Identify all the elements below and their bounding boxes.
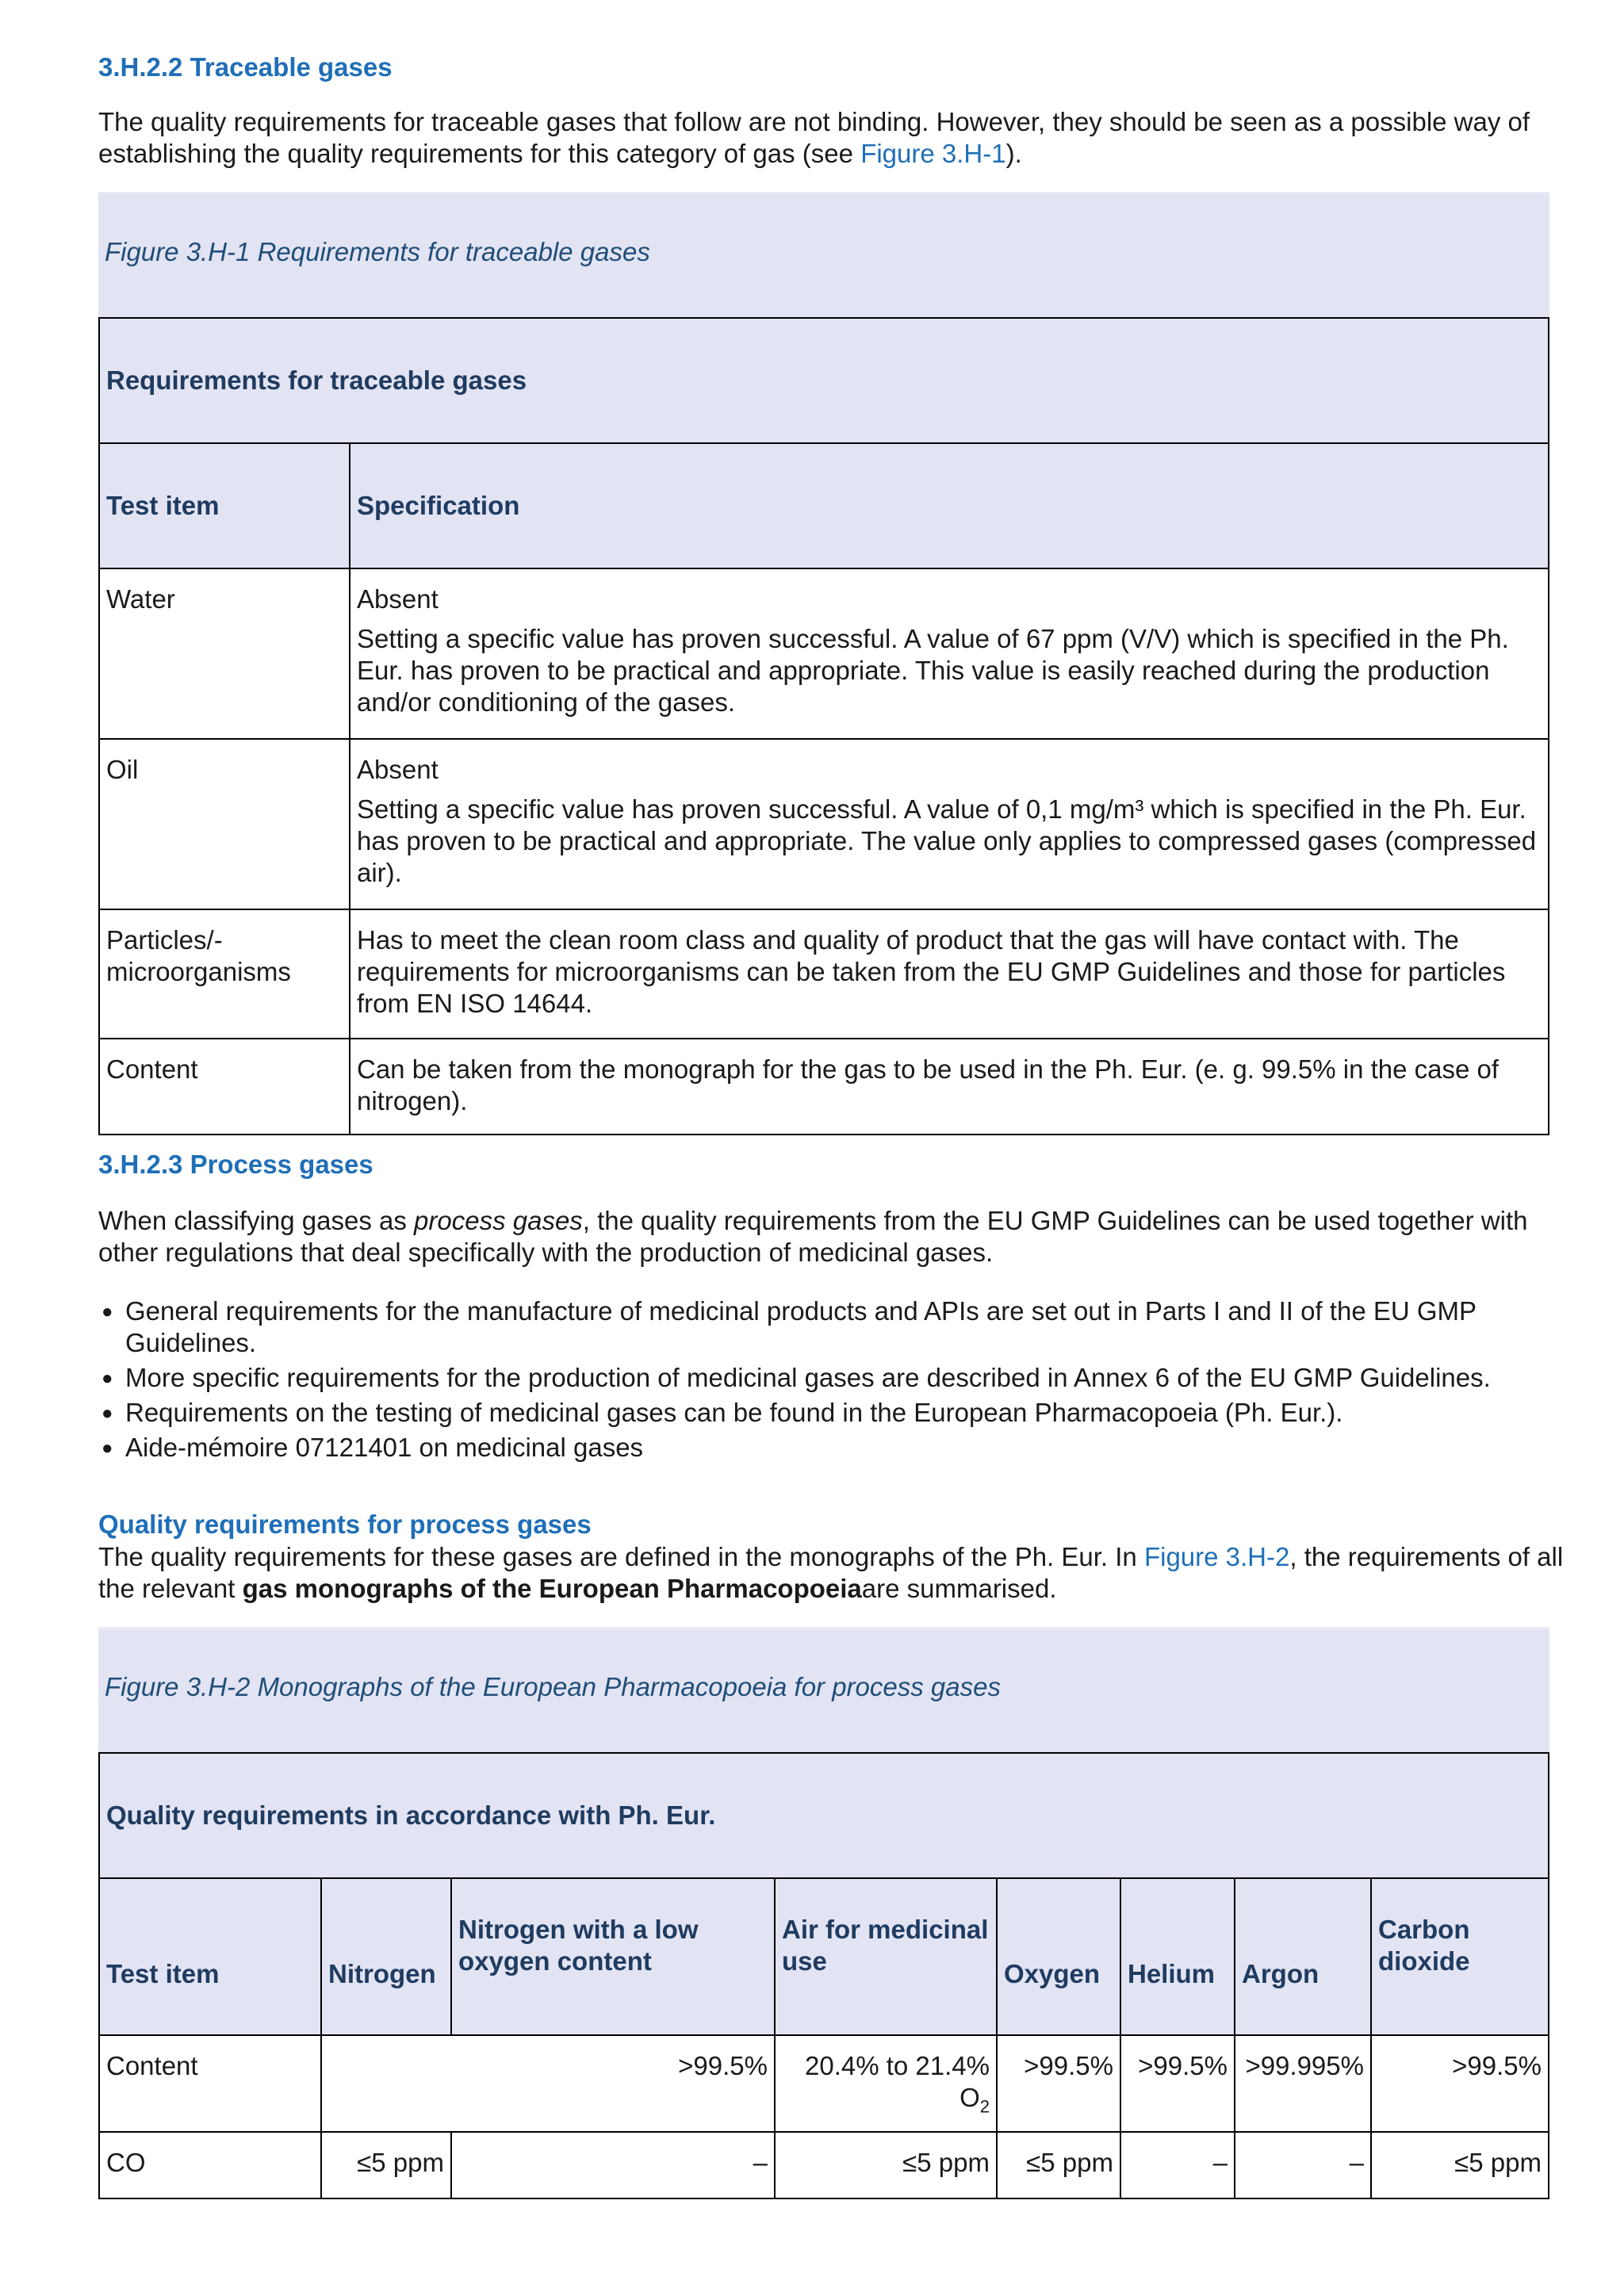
- table-row-content: [99, 1039, 1549, 1135]
- list-item: ● General requirements for the manufacture of medicinal products and APIs are set out in Parts I and II of the EU GMP Guidelines.: [98, 1295, 1565, 1359]
- traceable-intro: [98, 106, 1565, 170]
- table-row-co: [99, 2132, 1549, 2198]
- cell-air: ≤5 ppm: [775, 2132, 997, 2198]
- traceable-intro-end: ).: [1005, 139, 1022, 168]
- process-bullet-list: [98, 1295, 1565, 1467]
- quality-para-mid: , the requirements of all the relevant: [98, 1542, 1564, 1603]
- cell-test-item: Content: [99, 2035, 321, 2132]
- figure-3h2-link[interactable]: Figure 3.H-2: [1143, 1542, 1290, 1571]
- cell-nitrogen-low-oxygen: –: [451, 2132, 775, 2198]
- figure-3h1-link[interactable]: Figure 3.H-1: [860, 139, 1006, 168]
- process-intro-text: When classifying gases as: [98, 1206, 415, 1235]
- air-content-unit: [782, 2082, 990, 2123]
- table-row-particles: [99, 909, 1549, 1039]
- cell-specification: Can be taken from the monograph for the gas to be used in the Ph. Eur. (e. g. 99.5% in the case of nitrogen).: [350, 1039, 1549, 1135]
- cell-carbon-dioxide: ≤5 ppm: [1371, 2132, 1549, 2198]
- table-row-water: [99, 568, 1549, 739]
- figure-3h2-caption-box: [98, 1627, 1549, 1755]
- spec-detail: Setting a specific value has proven successful. A value of 0,1 mg/m³ which is specified in the Ph. Eur. has proven to be practical and appropriate. The value only applies to compressed gases (compressed air).: [357, 794, 1537, 887]
- air-content-value: 20.4% to 21.4%: [805, 2051, 990, 2080]
- column-header-carbon-dioxide: Carbon dioxide: [1371, 1878, 1549, 2035]
- table-row-oil: [99, 739, 1549, 909]
- cell-test-item: Water: [99, 568, 350, 739]
- traceable-intro-text: The quality requirements for traceable gases that follow are not binding. However, they should be seen as a possible way of establishing the quality requirements for this category of gas (see: [98, 107, 1530, 168]
- cell-specification: [350, 568, 1549, 739]
- column-header-test-item: Test item: [99, 1878, 321, 2035]
- section-heading-process: 3.H.2.3 Process gases: [98, 1150, 373, 1179]
- figure-3h1-caption: Figure 3.H-1 Requirements for traceable gases: [105, 237, 650, 266]
- spec-status: Absent: [357, 755, 439, 784]
- table-title: Quality requirements in accordance with Ph. Eur.: [99, 1753, 1549, 1878]
- cell-oxygen: >99.5%: [997, 2035, 1120, 2132]
- figure-3h1-caption-box: [98, 192, 1549, 320]
- column-header-helium: Helium: [1120, 1878, 1235, 2035]
- cell-argon: >99.995%: [1235, 2035, 1371, 2132]
- cell-helium: >99.5%: [1120, 2035, 1235, 2132]
- column-header-air-medicinal: Air for medicinal use: [775, 1878, 997, 2035]
- cell-nitrogen: ≤5 ppm: [321, 2132, 451, 2198]
- quality-para-end: are summarised.: [861, 1574, 1057, 1603]
- column-header-test-item: Test item: [99, 443, 350, 568]
- spec-detail: Setting a specific value has proven successful. A value of 67 ppm (V/V) which is specified in the Ph. Eur. has proven to be practical and appropriate. This value is easily reached during the production and/or conditioning of the gases.: [357, 624, 1509, 717]
- cell-specification: Has to meet the clean room class and quality of product that the gas will have contact with. The requirements for microorganisms can be taken from the EU GMP Guidelines and those for particles from EN ISO 14644.: [350, 909, 1549, 1039]
- cell-oxygen: ≤5 ppm: [997, 2132, 1120, 2198]
- cell-test-item: Oil: [99, 739, 350, 909]
- column-header-nitrogen-low-oxygen: Nitrogen with a low oxygen content: [451, 1878, 775, 2035]
- table-row-content: [99, 2035, 1549, 2132]
- cell-air: [775, 2035, 997, 2132]
- cell-argon: –: [1235, 2132, 1371, 2198]
- column-header-argon: Argon: [1235, 1878, 1371, 2035]
- list-item: ● Aide-mémoire 07121401 on medicinal gases: [98, 1432, 1565, 1464]
- process-intro-end: , the quality requirements from the EU GMP Guidelines can be used together with other regulations that deal specifically with the production of medicinal gases.: [98, 1206, 1528, 1267]
- quality-requirements-subheading: Quality requirements for process gases: [98, 1510, 592, 1539]
- cell-carbon-dioxide: >99.5%: [1371, 2035, 1549, 2132]
- ph-eur-monographs-table: [98, 1752, 1549, 2199]
- process-intro: [98, 1205, 1565, 1269]
- list-item: ● Requirements on the testing of medicinal gases can be found in the European Pharmacopoeia (Ph. Eur.).: [98, 1397, 1565, 1429]
- process-gases-term: process gases: [414, 1206, 583, 1235]
- quality-para-text: The quality requirements for these gases are defined in the monographs of the Ph. Eur. In: [98, 1542, 1144, 1571]
- gas-monographs-term: gas monographs of the European Pharmacopoeia: [242, 1574, 862, 1603]
- table-header-row: [99, 1878, 1549, 2035]
- section-heading-traceable: 3.H.2.2 Traceable gases: [98, 52, 393, 82]
- column-header-nitrogen: Nitrogen: [321, 1878, 451, 2035]
- cell-helium: –: [1120, 2132, 1235, 2198]
- column-header-specification: Specification: [350, 443, 1549, 568]
- cell-test-item: CO: [99, 2132, 321, 2198]
- cell-specification: [350, 739, 1549, 909]
- list-item: ● More specific requirements for the production of medicinal gases are described in Annex 6 of the EU GMP Guidelines.: [98, 1362, 1565, 1394]
- cell-test-item: Content: [99, 1039, 350, 1135]
- spec-status: Absent: [357, 584, 439, 614]
- air-unit-subscript: 2: [979, 2096, 990, 2117]
- quality-requirements-para: [98, 1541, 1565, 1605]
- air-unit-base: O: [959, 2083, 980, 2112]
- column-header-oxygen: Oxygen: [997, 1878, 1120, 2035]
- traceable-requirements-table: [98, 317, 1549, 1135]
- cell-nitrogen-merged: >99.5%: [321, 2035, 775, 2132]
- cell-test-item: Particles/-microorganisms: [99, 909, 350, 1039]
- table-title: Requirements for traceable gases: [99, 318, 1549, 443]
- figure-3h2-caption: Figure 3.H-2 Monographs of the European Pharmacopoeia for process gases: [105, 1672, 1001, 1701]
